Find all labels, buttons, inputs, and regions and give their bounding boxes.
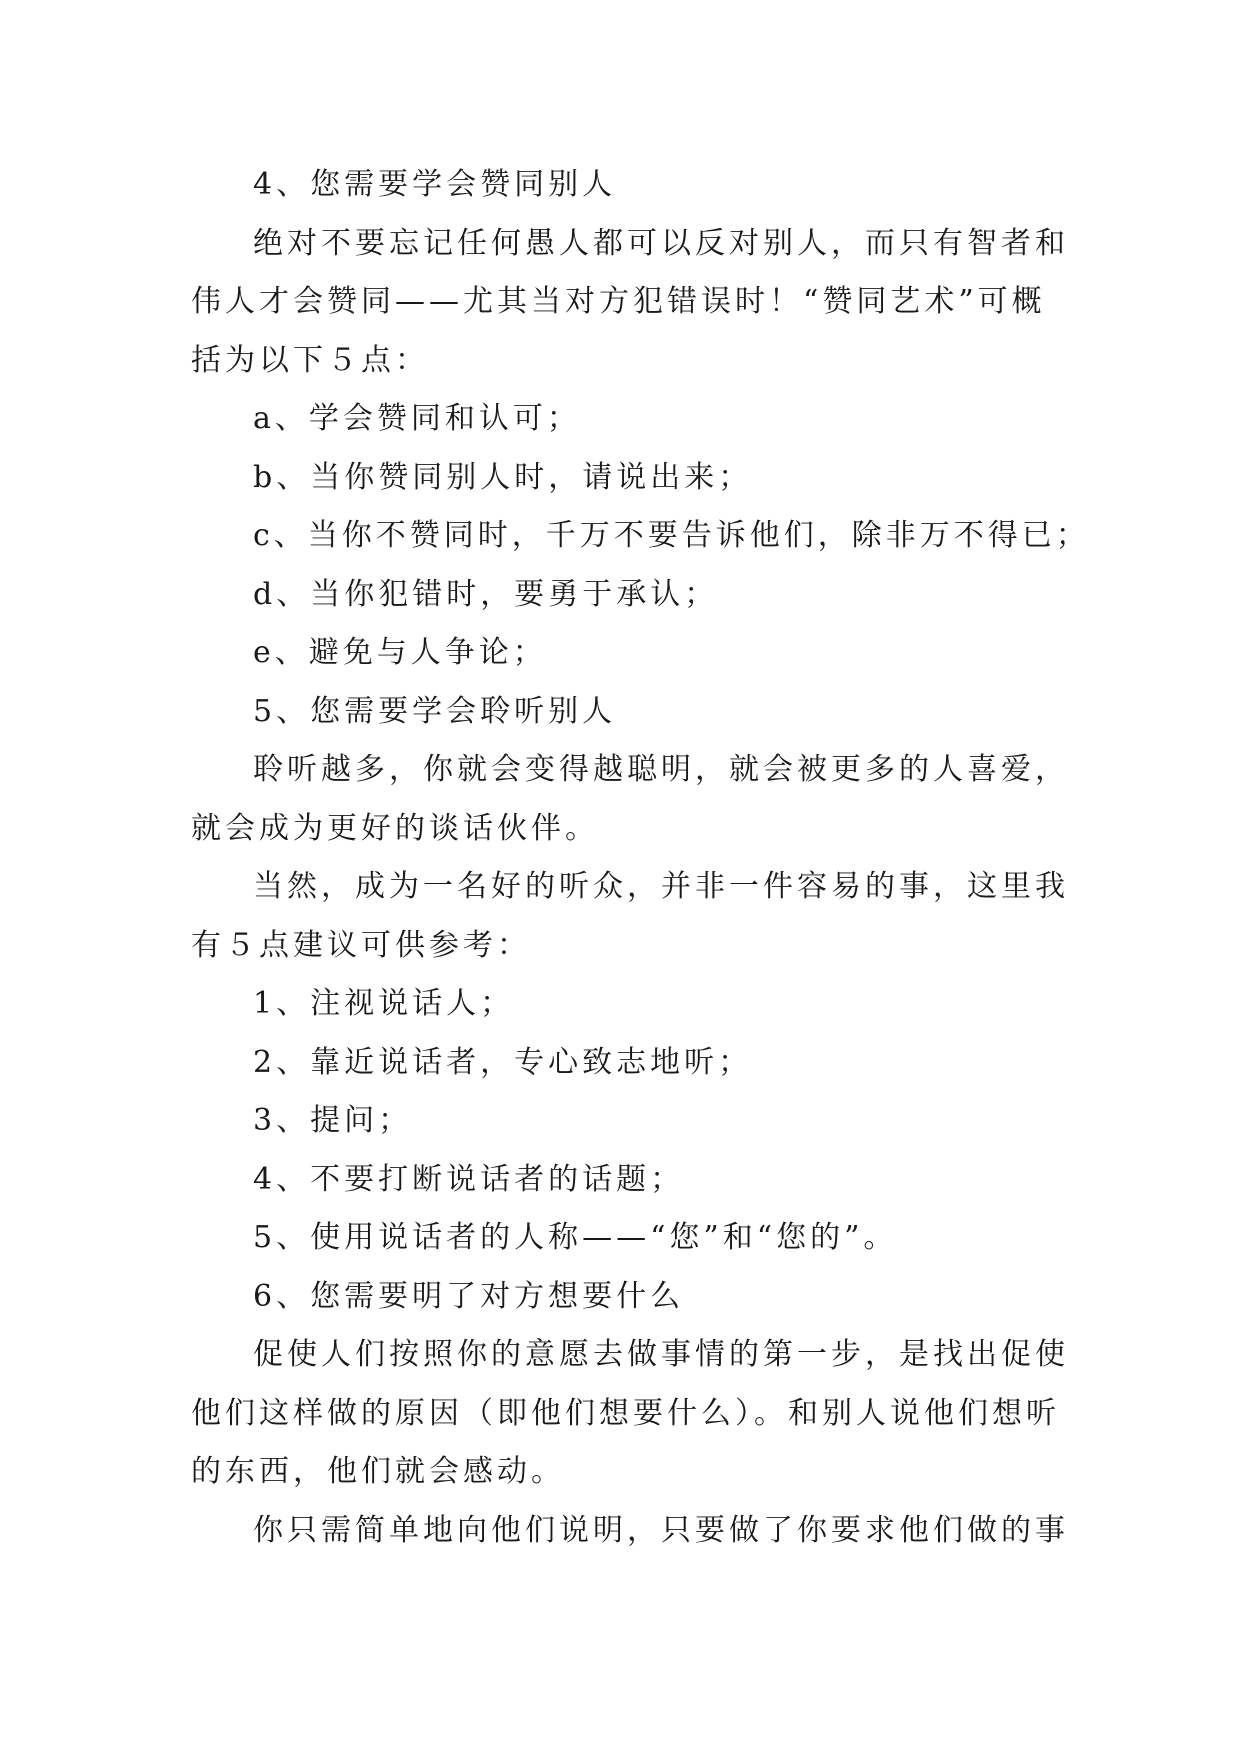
list-item: 4、不要打断说话者的话题； bbox=[253, 1161, 685, 1197]
list-item: d、当你犯错时，要勇于承认； bbox=[253, 576, 719, 612]
document-body bbox=[191, 156, 1090, 1560]
paragraph-line: 你只需简单地向他们说明，只要做了你要求他们做的事 bbox=[253, 1512, 1069, 1548]
list-item: b、当你赞同别人时，请说出来； bbox=[253, 459, 753, 495]
paragraph-line: 有５点建议可供参考： bbox=[191, 927, 531, 963]
paragraph-line: 促使人们按照你的意愿去做事情的第一步，是找出促使 bbox=[253, 1337, 1069, 1372]
paragraph-line: 的东西，他们就会感动。 bbox=[191, 1454, 565, 1489]
list-item: a、学会赞同和认可； bbox=[253, 401, 581, 436]
paragraph-line: 绝对不要忘记任何愚人都可以反对别人，而只有智者和 bbox=[253, 225, 1069, 261]
paragraph-line: 当然，成为一名好的听众，并非一件容易的事，这里我 bbox=[253, 869, 1069, 904]
list-item: 2、靠近说话者，专心致志地听； bbox=[253, 1044, 753, 1080]
paragraph-line: 他们这样做的原因（即他们想要什么）。和别人说他们想听 bbox=[191, 1395, 1060, 1431]
paragraph-line: 伟人才会赞同——尤其当对方犯错误时！“赞同艺术”可概 bbox=[191, 284, 1046, 319]
paragraph-line: 括为以下５点： bbox=[191, 342, 429, 378]
paragraph-line: 聆听越多，你就会变得越聪明，就会被更多的人喜爱， bbox=[253, 752, 1069, 787]
list-item: e、避免与人争论； bbox=[253, 635, 547, 670]
section-heading: 5、您需要学会聆听别人 bbox=[253, 693, 617, 729]
list-item: 5、使用说话者的人称——“您”和“您的”。 bbox=[253, 1220, 898, 1255]
list-item: 1、注视说话人； bbox=[253, 986, 515, 1021]
paragraph-line: 就会成为更好的谈话伙伴。 bbox=[191, 810, 599, 846]
list-item: c、当你不赞同时，千万不要告诉他们，除非万不得已； bbox=[253, 518, 1090, 553]
section-heading: 6、您需要明了对方想要什么 bbox=[253, 1278, 685, 1314]
list-item: 3、提问； bbox=[253, 1103, 413, 1138]
section-heading: 4、您需要学会赞同别人 bbox=[253, 167, 617, 202]
